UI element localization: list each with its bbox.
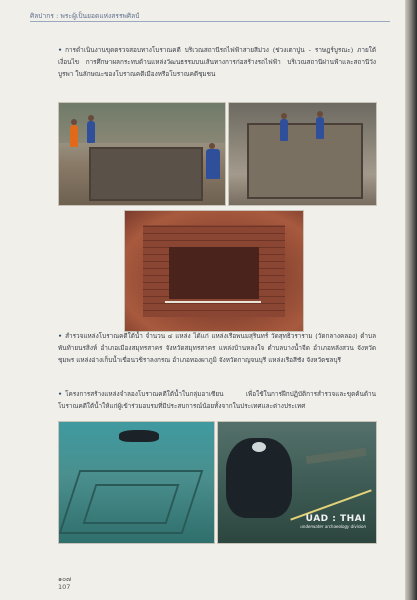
bullet-icon: • bbox=[58, 332, 63, 340]
page-number-thai: ๑๐๗ bbox=[58, 575, 71, 583]
worker-figure bbox=[280, 119, 288, 141]
bullet-icon: • bbox=[58, 46, 63, 54]
excavation-pit-photo bbox=[228, 102, 377, 206]
diver-mask bbox=[252, 442, 266, 452]
worker-figure bbox=[316, 117, 324, 139]
watermark-title: UAD : THAI bbox=[305, 514, 366, 524]
watermark-subtitle: underwater archaeology division bbox=[300, 524, 366, 529]
paragraph-text: โครงการสร้างแหล่งจำลองโบราณคดีใต้น้ำในกลุ่มอาเซียน เพื่อใช้ในการฝึกปฏิบัติการสำรวจและขุดค้นด้านโบราณคดีใต้น้ำให้แก่ผู้เข้าร่วมอบรมที่มีประสบการณ์น้อยทั้งจากในประเทศและต่างประเทศ bbox=[58, 390, 376, 410]
inner-pit bbox=[169, 247, 259, 299]
bullet-icon: • bbox=[58, 390, 63, 398]
paragraph-excavation bbox=[58, 44, 376, 80]
brick-ruins-photo bbox=[124, 210, 304, 332]
paragraph-text: การดำเนินงานขุดตรวจสอบทางโบราณคดี บริเวณสถานีรถไฟฟ้าสายสีม่วง (ช่วงเตาปูน - ราษฎร์บูรณะ) ภายใต้เงื่อนไข การศึกษาผลกระทบด้านแหล่งวัฒนธรรมบนเส้นทางการก่อสร้างรถไฟฟ้า บริเวณสถานีผ่านฟ้าและสถานีวังบูรพา ในลักษณะของโบราณคดีเมืองหรือโบราณคดีชุมชน bbox=[58, 46, 376, 78]
wooden-timber bbox=[306, 448, 367, 464]
worker-figure bbox=[206, 149, 220, 179]
underwater-diver-photo bbox=[217, 421, 377, 544]
paragraph-project bbox=[58, 388, 376, 412]
excavation-trench bbox=[89, 147, 203, 201]
header-rule bbox=[30, 21, 390, 22]
page-number bbox=[58, 575, 71, 591]
paragraph-text: สำรวจแหล่งโบราณคดีใต้น้ำ จำนวน ๔ แหล่ง ได้แก่ แหล่งเรือพนมสุรินทร์ วัดสุทธิวราราม (วัดกลางคลอง) ตำบลพันท้ายนรสิงห์ อำเภอเมืองสมุทรสาคร จังหวัดสมุทรสาคร แหล่งบ้านหลงใจ ตำบลบางน้ำจืด อำเภอหลังสวน จังหวัดชุมพร แหล่งอ่างเก็บน้ำเขื่อนวชิราลงกรณ อำเภอทองผาภูมิ จังหวัดกาญจนบุรี แหล่งเรือสีชัง จังหวัดชลบุรี bbox=[58, 332, 376, 364]
diver-figure bbox=[119, 430, 159, 442]
uad-thai-watermark bbox=[300, 514, 366, 529]
page-number-arabic: 107 bbox=[58, 583, 71, 591]
excavation-site-photo bbox=[58, 102, 226, 206]
running-header bbox=[30, 11, 390, 25]
worker-figure bbox=[87, 121, 95, 143]
shipwreck-frame bbox=[83, 484, 180, 524]
worker-figure bbox=[70, 125, 78, 147]
running-header-text: ศิลปากร : พระผู้เป็นยอดแห่งสรรพศิลป์ bbox=[30, 12, 140, 20]
paragraph-survey bbox=[58, 330, 376, 366]
measuring-stick bbox=[165, 301, 261, 303]
underwater-wreck-photo bbox=[58, 421, 215, 544]
book-spine bbox=[405, 0, 417, 600]
background-wall bbox=[59, 103, 225, 143]
excavation-pit bbox=[247, 123, 363, 199]
